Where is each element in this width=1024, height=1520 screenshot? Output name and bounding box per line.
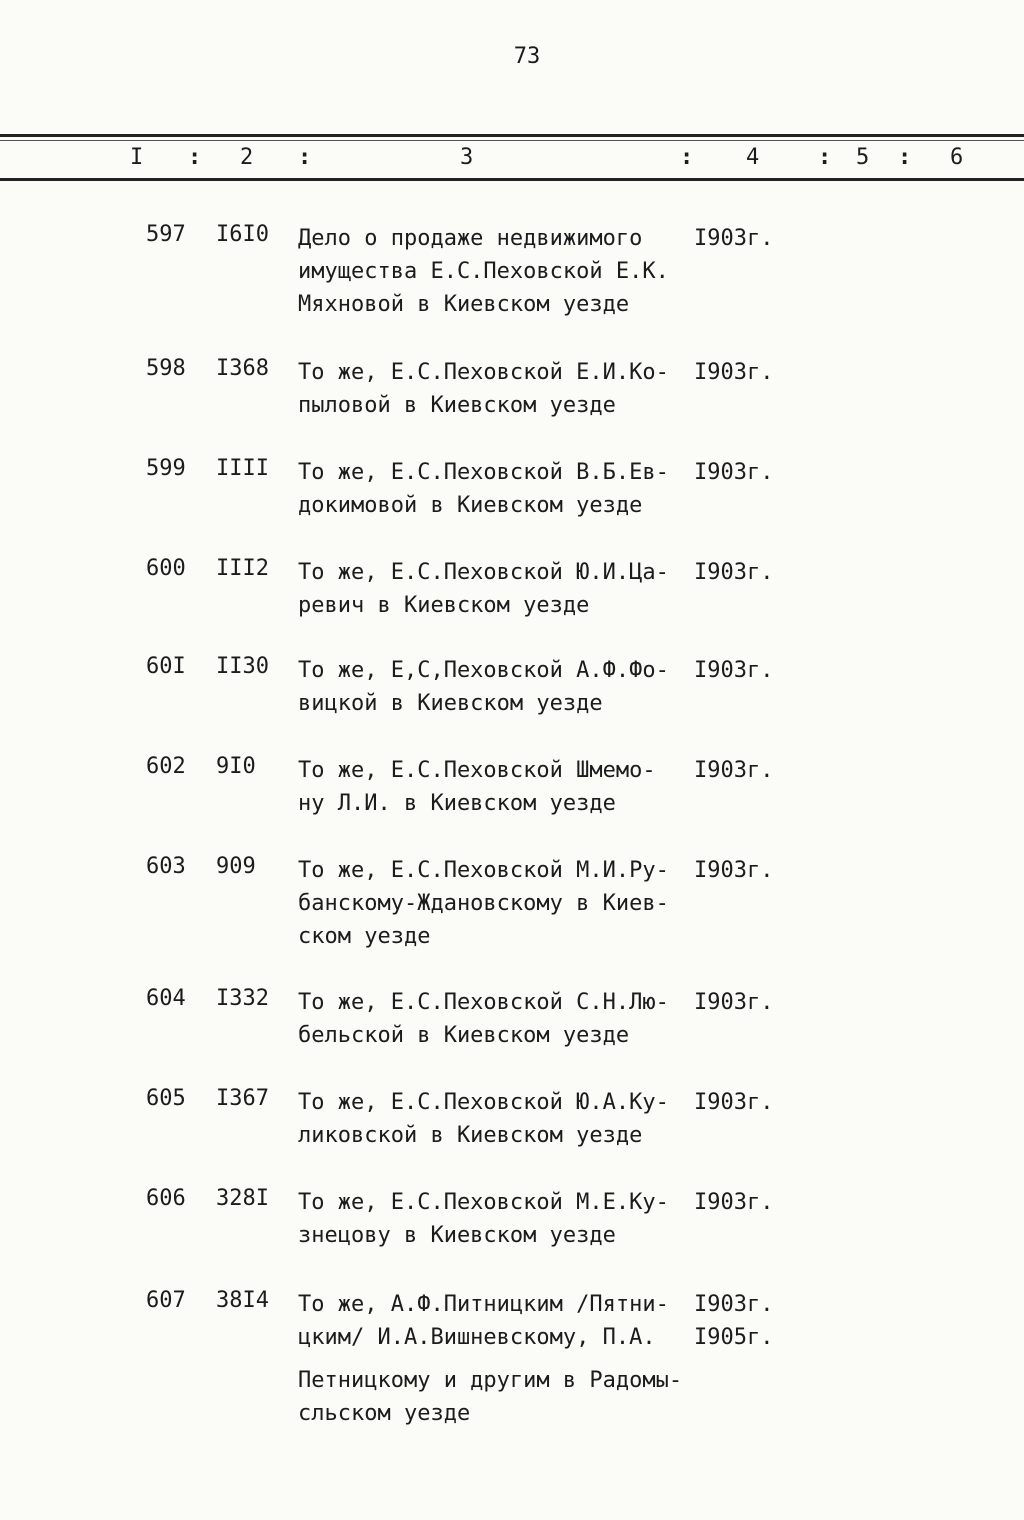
column-header-3: 3: [460, 145, 474, 170]
column-header-2: 2: [240, 145, 254, 170]
case-year: [694, 222, 773, 255]
description-line: знецову в Киевском уезде: [298, 1223, 616, 1248]
row-number: 604: [146, 986, 186, 1011]
old-file-number: I332: [216, 986, 269, 1011]
year-line: I903г.: [694, 360, 774, 385]
old-file-number: 38I4: [216, 1288, 269, 1313]
row-number: 605: [146, 1086, 186, 1111]
year-line: I903г.: [694, 226, 774, 251]
row-number: 599: [146, 456, 186, 481]
description-line: Мяхновой в Киевском уезде: [298, 292, 630, 317]
column-separator: :: [680, 145, 694, 170]
case-description: [298, 986, 669, 1052]
old-file-number: III2: [216, 556, 269, 581]
year-line: I903г.: [694, 1090, 774, 1115]
case-year: [694, 556, 773, 589]
case-description: [298, 1288, 682, 1430]
column-header-5: 5: [856, 145, 870, 170]
column-separator: :: [188, 145, 202, 170]
case-year: [694, 654, 773, 687]
case-year: [694, 986, 773, 1019]
row-number: 607: [146, 1288, 186, 1313]
case-description: [298, 654, 669, 720]
description-line: То же, Е.С.Пеховской Ю.И.Ца-: [298, 560, 669, 585]
year-line: I903г.: [694, 758, 774, 783]
column-header-1: I: [130, 145, 144, 170]
page-number: 73: [513, 44, 541, 69]
row-number: 606: [146, 1186, 186, 1211]
case-year: [694, 754, 773, 787]
year-line: I903г.: [694, 1190, 774, 1215]
case-description: [298, 1086, 669, 1152]
year-line: I903г.: [694, 460, 774, 485]
description-line: вицкой в Киевском уезде: [298, 691, 603, 716]
column-header-6: 6: [950, 145, 964, 170]
description-line: То же, А.Ф.Питницким /Пятни-: [298, 1292, 669, 1317]
old-file-number: 909: [216, 854, 256, 879]
description-line: То же, Е.С.Пеховской Шмемо-: [298, 758, 656, 783]
year-line: I903г.: [694, 990, 774, 1015]
description-line: То же, Е.С.Пеховской С.Н.Лю-: [298, 990, 669, 1015]
column-separator: :: [898, 145, 912, 170]
year-line: I903г.: [694, 658, 774, 683]
row-number: 60I: [146, 654, 186, 679]
description-line: цким/ И.А.Вишневскому, П.А.: [298, 1325, 656, 1350]
row-number: 600: [146, 556, 186, 581]
case-year: [694, 356, 773, 389]
case-year: [694, 1288, 773, 1354]
description-line: То же, Е,С,Пеховской А.Ф.Фо-: [298, 658, 669, 683]
header-rule-bottom: [0, 178, 1024, 181]
description-line: бельской в Киевском уезде: [298, 1023, 630, 1048]
year-line: I903г.: [694, 1292, 774, 1317]
description-line: сльском уезде: [298, 1401, 471, 1426]
case-description: [298, 456, 669, 522]
description-line: То же, Е.С.Пеховской Ю.А.Ку-: [298, 1090, 669, 1115]
row-number: 598: [146, 356, 186, 381]
case-year: [694, 456, 773, 489]
case-description: [298, 356, 669, 422]
description-line: Петницкому и другим в Радомы-: [298, 1368, 683, 1393]
header-rule-top: [0, 134, 1024, 137]
description-line: То же, Е.С.Пеховской В.Б.Ев-: [298, 460, 669, 485]
description-line: То же, Е.С.Пеховской М.И.Ру-: [298, 858, 669, 883]
year-line: I903г.: [694, 560, 774, 585]
old-file-number: II30: [216, 654, 269, 679]
old-file-number: 328I: [216, 1186, 269, 1211]
column-separator: :: [818, 145, 832, 170]
year-line: I903г.: [694, 858, 774, 883]
case-description: [298, 556, 669, 622]
old-file-number: IIII: [216, 456, 269, 481]
case-description: [298, 854, 669, 953]
row-number: 602: [146, 754, 186, 779]
case-year: [694, 1186, 773, 1219]
row-number: 597: [146, 222, 186, 247]
description-line: докимовой в Киевском уезде: [298, 493, 643, 518]
row-number: 603: [146, 854, 186, 879]
old-file-number: 9I0: [216, 754, 256, 779]
description-line: ну Л.И. в Киевском уезде: [298, 791, 616, 816]
case-description: [298, 754, 656, 820]
year-line: I905г.: [694, 1325, 774, 1350]
case-description: [298, 1186, 669, 1252]
case-year: [694, 1086, 773, 1119]
header-rule-top-thin: [0, 140, 1024, 141]
description-line: Дело о продаже недвижимого: [298, 226, 643, 251]
case-description: [298, 222, 669, 321]
description-line: ском уезде: [298, 924, 431, 949]
description-line: То же, Е.С.Пеховской Е.И.Ко-: [298, 360, 669, 385]
old-file-number: I368: [216, 356, 269, 381]
description-line: ликовской в Киевском уезде: [298, 1123, 643, 1148]
description-line: пыловой в Киевском уезде: [298, 393, 616, 418]
description-line: банскому-Ждановскому в Киев-: [298, 891, 669, 916]
column-separator: :: [298, 145, 312, 170]
case-year: [694, 854, 773, 887]
old-file-number: I367: [216, 1086, 269, 1111]
description-line: ревич в Киевском уезде: [298, 593, 590, 618]
description-line: То же, Е.С.Пеховской М.Е.Ку-: [298, 1190, 669, 1215]
column-header-4: 4: [746, 145, 760, 170]
old-file-number: I6I0: [216, 222, 269, 247]
description-line: имущества Е.С.Пеховской Е.К.: [298, 259, 669, 284]
